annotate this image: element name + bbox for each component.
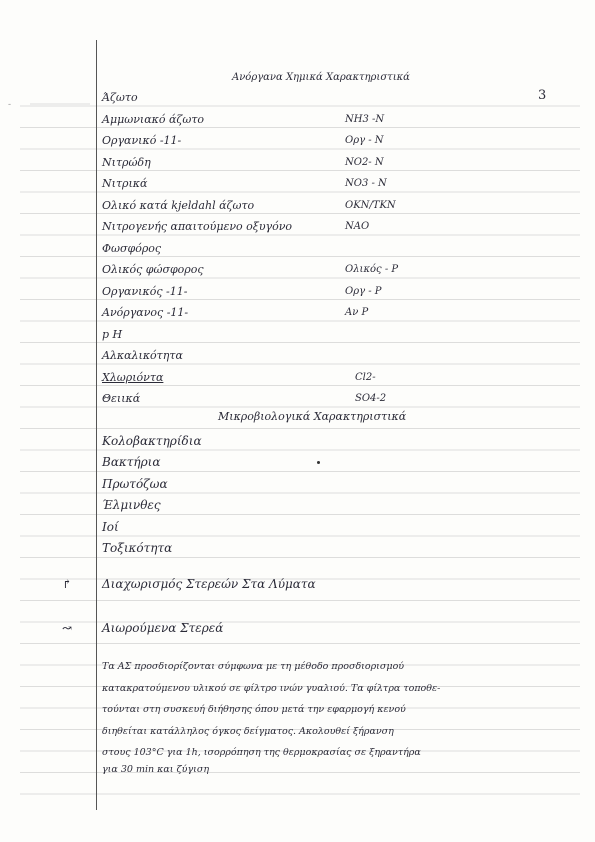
micro-item: Βακτήρια — [102, 455, 161, 469]
row-value: NAO — [345, 221, 370, 232]
row-label: Αμμωνιακό άζωτο — [102, 113, 205, 126]
row-value: Οργ - N — [345, 135, 384, 146]
row-label: Οργανικός -11- — [102, 285, 188, 298]
paragraph-line: στους 103°C για 1h, ισορρόπηση της θερμοκρασίας σε ξηραντήρα — [102, 747, 421, 758]
row-label: p H — [102, 328, 123, 341]
paragraph-line: τούνται στη συσκευή διήθησης όπου μετά την εφαρμογή κενού — [102, 704, 406, 715]
paragraph-line: διηθείται κατάλληλος όγκος δείγματος. Ακολουθεί ξήρανση — [102, 726, 394, 737]
row-value: OKN/TKN — [345, 200, 396, 211]
margin-mark: - — [8, 100, 12, 110]
micro-item: Τοξικότητα — [102, 541, 173, 555]
micro-item: Έλμινθες — [102, 498, 161, 512]
micro-item: Κολοβακτηρίδια — [102, 434, 202, 448]
arrow-bullet-icon: ↝ — [62, 621, 73, 635]
row-label: Ολικό κατά kjeldahl άζωτο — [102, 199, 255, 212]
row-value: Οργ - P — [345, 286, 382, 297]
micro-item: Ιοί — [102, 520, 119, 534]
row-label: Οργανικό -11- — [102, 134, 182, 147]
row-label: Φωσφόρος — [102, 242, 162, 255]
micro-item: Πρωτόζωα — [102, 477, 168, 491]
row-label: Ανόργανος -11- — [102, 306, 189, 319]
row-label: Αλκαλικότητα — [102, 349, 183, 362]
row-label: Νιτρώδη — [102, 156, 151, 169]
row-label: Νιτρογενής απαιτούμενο οξυγόνο — [102, 220, 293, 233]
ink-dot — [317, 461, 320, 464]
row-value: Cl2- — [355, 372, 376, 383]
bullet-heading-separation: Διαχωρισμός Στερεών Στα Λύματα — [102, 577, 316, 591]
row-label: Θειικά — [102, 392, 141, 405]
heading-chemical: Ανόργανα Χημικά Χαρακτηριστικά — [232, 72, 410, 83]
page-number: 3 — [538, 88, 547, 103]
row-value: Αν P — [345, 307, 369, 318]
row-value: NO3 - N — [345, 178, 387, 189]
row-value: SO4-2 — [355, 393, 387, 404]
bullet-heading-suspended: Αιωρούμενα Στερεά — [102, 621, 224, 635]
paragraph-line: για 30 min και ζύγιση — [102, 764, 210, 775]
paragraph-line: Τα ΑΣ προσδιορίζονται σύμφωνα με τη μέθοδο προσδιορισμού — [102, 661, 405, 672]
row-label: Νιτρικά — [102, 177, 148, 190]
row-label: Άζωτο — [102, 91, 138, 104]
paragraph-line: κατακρατούμενου υλικού σε φίλτρο ινών γυαλιού. Τα φίλτρα τοποθε- — [102, 683, 441, 694]
arrow-bullet-icon: ↱ — [62, 577, 73, 591]
row-value: NO2- N — [345, 157, 384, 168]
row-label: Ολικός φώσφορος — [102, 263, 204, 276]
heading-micro: Μικροβιολογικά Χαρακτηριστικά — [218, 410, 407, 423]
margin-line — [96, 40, 97, 810]
row-label: Χλωριόντα — [102, 371, 164, 384]
row-value: NH3 -N — [345, 114, 385, 125]
row-value: Ολικός - P — [345, 264, 399, 275]
